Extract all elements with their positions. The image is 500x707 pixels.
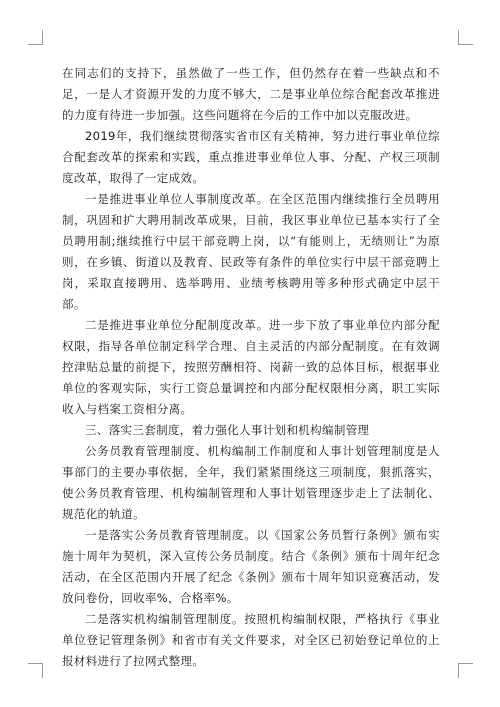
paragraph-4: 二是推进事业单位分配制度改革。进一步下放了事业单位内部分配权限，指导各单位制定科学合理、自主灵活的内部分配制度。在有效调控津贴总量的前提下，按照劳酬相符、岗薪一致的总体目标，根据事业单位的客观实际，实行工资总量调控和内部分配权限相分离，职工实际收入与档案工资相分离。 (62, 318, 440, 416)
section-heading: 三、落实三套制度，着力强化人事计划和机构编制管理 (85, 423, 370, 437)
paragraph-2: 2019年，我们继续贯彻落实省市区有关精神，努力进行事业单位综合配套改革的探索和实践，重点推进事业单位人事、分配、产权三项制度改革，取得了一定成效。 (62, 129, 440, 185)
paragraph-6: 公务员教育管理制度、机构编制工作制度和人事计划管理制度是人事部门的主要办事依据，全年，我们紧紧围绕这三项制度，狠抓落实，使公务员教育管理、机构编制管理和人事计划管理逐步走上了法制化、规范化的轨道。 (62, 444, 440, 521)
paragraph-8: 二是落实机构编制管理制度。按照机构编制权限，严格执行《事业单位登记管理条例》和省市有关文件要求，对全区已初始登记单位的上报材料进行了拉网式整理。 (62, 612, 440, 668)
crop-mark-bottom-right (458, 663, 473, 678)
document-body (62, 63, 440, 672)
paragraph-1: 在同志们的支持下，虽然做了一些工作，但仍然存在着一些缺点和不足，一是人才资源开发的力度不够大，二是事业单位综合配套改革推进的力度有待进一步加强。这些问题将在今后的工作中加以克服改进。 (62, 66, 440, 122)
paragraph-3: 一是推进事业单位人事制度改革。在全区范围内继续推行全员聘用制，巩固和扩大聘用制改革成果，目前，我区事业单位已基本实行了全员聘用制;继续推行中层干部竞聘上岗，以“有能则上，无绩则让”为原则，在乡镇、街道以及教育、民政等有条件的单位实行中层干部竞聘上岗，采取直接聘用、选举聘用、业绩考核聘用等多种形式确定中层干部。 (62, 192, 440, 311)
paragraph-7: 一是落实公务员教育管理制度。以《国家公务员暂行条例》颁布实施十周年为契机，深入宣传公务员制度。结合《条例》颁布十周年纪念活动，在全区范围内开展了纪念《条例》颁布十周年知识竞赛活动，发放问卷份，回收率%，合格率%。 (62, 528, 440, 605)
crop-mark-top-left (28, 30, 43, 45)
crop-mark-top-right (458, 30, 473, 45)
crop-mark-bottom-left (28, 663, 43, 678)
